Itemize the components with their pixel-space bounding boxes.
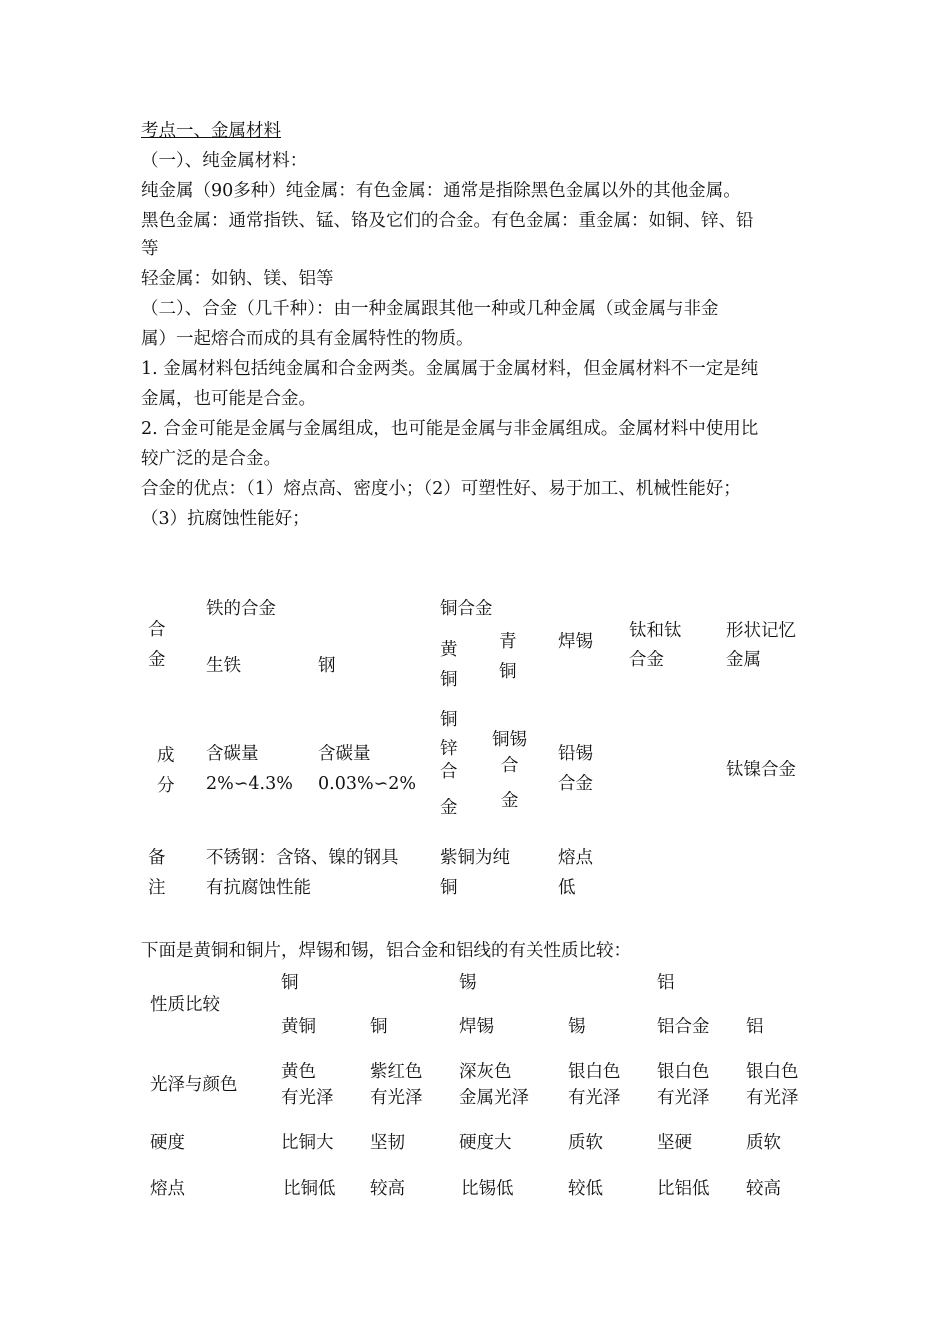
hardness-aluminum: 质软: [746, 1133, 781, 1153]
luster-solder-2: 金属光泽: [459, 1088, 529, 1108]
solder-note-2: 低: [558, 878, 576, 898]
luster-solder-1: 深灰色: [459, 1062, 512, 1082]
paragraph-pure-metal: 纯金属（90多种）纯金属：有色金属：通常是指除黑色金属以外的其他金属。: [141, 181, 741, 201]
advantages-line-1: 合金的优点：（1）熔点高、密度小；（2）可塑性好、易于加工、机械性能好；: [141, 479, 741, 499]
subheading-pure-metal: （一）、纯金属材料：: [141, 151, 308, 171]
luster-tin-2: 有光泽: [568, 1088, 621, 1108]
header-bronze-2: 铜: [499, 662, 517, 682]
shape-memory-composition: 钛镍合金: [726, 760, 796, 780]
melting-brass: 比铜低: [283, 1179, 336, 1199]
group-aluminum: 铝: [657, 973, 675, 993]
melting-tin: 较低: [568, 1179, 603, 1199]
advantages-line-2: （3）抗腐蚀性能好；: [141, 509, 310, 529]
header-bronze-1: 青: [499, 632, 517, 652]
paragraph-ferrous-1: 黑色金属：通常指铁、锰、铬及它们的合金。有色金属：重金属：如铜、锌、铅: [141, 211, 754, 231]
paragraph-light-metal: 轻金属：如钠、镁、铝等: [141, 269, 334, 289]
luster-brass-1: 黄色: [281, 1062, 316, 1082]
note-2-line-1: 2. 合金可能是金属与金属组成，也可能是金属与非金属组成。金属材料中使用比: [141, 419, 759, 439]
pig-iron-carbon-1: 含碳量: [206, 744, 259, 764]
alloy-label-2: 金: [148, 650, 166, 670]
iron-note-2: 有抗腐蚀性能: [206, 878, 311, 898]
bronze-composition-2: 合: [501, 756, 519, 776]
group-copper: 铜: [281, 973, 299, 993]
header-brass-1: 黄: [440, 640, 458, 660]
melting-aluminum-alloy: 比铝低: [657, 1179, 710, 1199]
luster-aluminum-alloy-2: 有光泽: [657, 1088, 710, 1108]
solder-composition-1: 铅锡: [558, 744, 593, 764]
row-hardness-label: 硬度: [150, 1133, 185, 1153]
iron-note-1: 不锈钢：含铬、镍的钢具: [206, 848, 399, 868]
col-copper: 铜: [370, 1017, 388, 1037]
subheading-alloy-1: （二）、合金（几千种）：由一种金属跟其他一种或几种金属（或金属与非金: [141, 299, 719, 319]
notes-label-2: 注: [148, 878, 166, 898]
brass-composition-4: 金: [440, 798, 458, 818]
hardness-solder: 硬度大: [459, 1133, 512, 1153]
header-steel: 钢: [318, 656, 336, 676]
col-aluminum-alloy: 铝合金: [657, 1017, 710, 1037]
section-heading: 考点一、金属材料: [141, 121, 281, 141]
header-shape-memory-1: 形状记忆: [726, 621, 796, 641]
brass-composition-1: 铜: [440, 710, 458, 730]
luster-aluminum-alloy-1: 银白色: [657, 1062, 710, 1082]
comparison-intro: 下面是黄铜和铜片，焊锡和锡，铝合金和铝线的有关性质比较：: [141, 941, 631, 961]
row-luster-label: 光泽与颜色: [150, 1075, 238, 1095]
hardness-copper: 坚韧: [370, 1133, 405, 1153]
luster-brass-2: 有光泽: [281, 1088, 334, 1108]
composition-label-1: 成: [157, 746, 175, 766]
brass-composition-2: 锌: [440, 739, 458, 759]
copper-note-2: 铜: [440, 878, 458, 898]
notes-label-1: 备: [148, 848, 166, 868]
bronze-composition-3: 金: [501, 791, 519, 811]
melting-aluminum: 较高: [746, 1179, 781, 1199]
composition-label-2: 分: [157, 776, 175, 796]
col-tin: 锡: [568, 1017, 586, 1037]
luster-copper-1: 紫红色: [370, 1062, 423, 1082]
luster-aluminum-2: 有光泽: [746, 1088, 799, 1108]
hardness-brass: 比铜大: [281, 1133, 334, 1153]
note-2-line-2: 较广泛的是合金。: [141, 449, 281, 469]
solder-composition-2: 合金: [558, 774, 593, 794]
prop-header: 性质比较: [150, 995, 220, 1015]
alloy-label-1: 合: [148, 620, 166, 640]
solder-note-1: 熔点: [558, 848, 593, 868]
col-brass: 黄铜: [281, 1017, 316, 1037]
header-solder: 焊锡: [558, 632, 593, 652]
paragraph-ferrous-2: 等: [141, 239, 159, 259]
luster-aluminum-1: 银白色: [746, 1062, 799, 1082]
bronze-composition-1: 铜锡: [492, 730, 527, 750]
col-aluminum: 铝: [746, 1017, 764, 1037]
header-iron-alloy: 铁的合金: [206, 599, 276, 619]
hardness-tin: 质软: [568, 1133, 603, 1153]
brass-composition-3: 合: [440, 762, 458, 782]
copper-note-1: 紫铜为纯: [440, 848, 510, 868]
subheading-alloy-2: 属）一起熔合而成的具有金属特性的物质。: [141, 329, 474, 349]
steel-carbon-2: 0.03%∽2%: [318, 774, 417, 794]
melting-copper: 较高: [370, 1179, 405, 1199]
row-melting-point-label: 熔点: [150, 1179, 185, 1199]
note-1-line-1: 1. 金属材料包括纯金属和合金两类。金属属于金属材料，但金属材料不一定是纯: [141, 359, 759, 379]
group-tin: 锡: [459, 973, 477, 993]
header-brass-2: 铜: [440, 670, 458, 690]
col-solder: 焊锡: [459, 1017, 494, 1037]
note-1-line-2: 金属，也可能是合金。: [141, 389, 316, 409]
header-shape-memory-2: 金属: [726, 650, 761, 670]
melting-solder: 比锡低: [461, 1179, 514, 1199]
hardness-aluminum-alloy: 坚硬: [657, 1133, 692, 1153]
luster-tin-1: 银白色: [568, 1062, 621, 1082]
header-titanium-1: 钛和钛: [629, 621, 682, 641]
luster-copper-2: 有光泽: [370, 1088, 423, 1108]
steel-carbon-1: 含碳量: [318, 744, 371, 764]
header-pig-iron: 生铁: [206, 656, 241, 676]
header-copper-alloy: 铜合金: [440, 599, 493, 619]
pig-iron-carbon-2: 2%∽4.3%: [206, 774, 293, 794]
header-titanium-2: 合金: [629, 650, 664, 670]
